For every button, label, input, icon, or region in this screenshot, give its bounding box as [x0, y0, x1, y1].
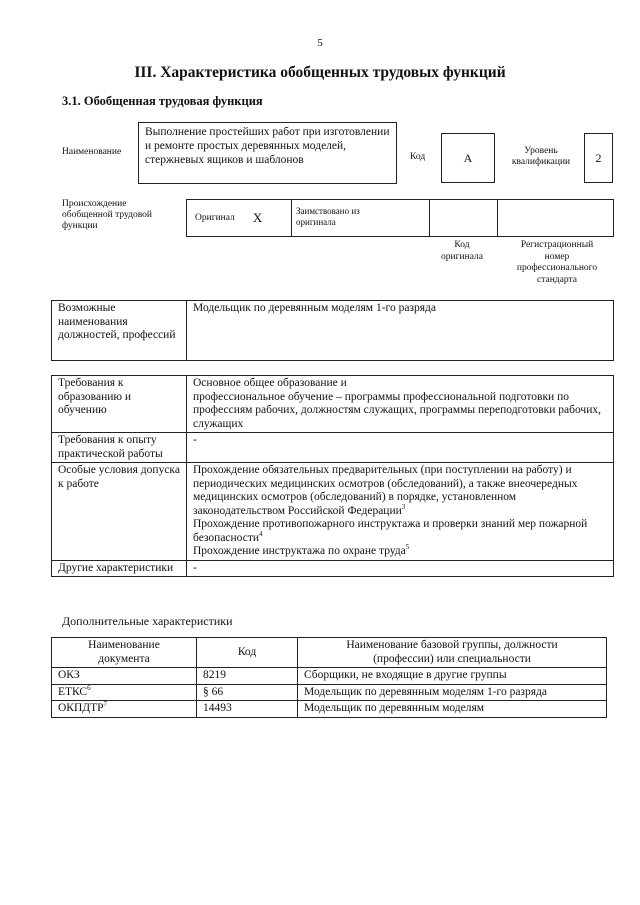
subsection-title: 3.1. Обобщенная трудовая функция [62, 94, 263, 108]
function-name-label: Наименование [62, 147, 122, 157]
level-label: Уровень квалификации [511, 146, 571, 167]
other-value: - [187, 560, 614, 577]
origin-label: Происхождение обобщенной трудовой функции [62, 199, 152, 231]
code-value: А [441, 133, 495, 183]
education-label: Требования к образованию и обучению [52, 376, 187, 433]
footnote-3: 3 [401, 502, 406, 511]
function-name-value: Выполнение простейших работ при изготовлении и ремонте простых деревянных моделей, стержневых ящиков и шаблонов [138, 122, 397, 184]
table-row: ОКПДТР$^7$ 14493 Модельщик по деревянным моделям [52, 701, 607, 718]
additional-title: Дополнительные характеристики [62, 614, 233, 628]
borrowed-label-2: оригинала [296, 217, 336, 227]
registration-number-caption: Регистрационный номер профессионального стандарта [516, 240, 598, 285]
borrowed-cell [292, 200, 430, 236]
conditions-label: Особые условия допуска к работе [52, 463, 187, 561]
original-code-cell [430, 200, 498, 236]
original-mark: X [252, 210, 263, 225]
table-row: ЕТКС$^6$ § 66 Модельщик по деревянным моделям 1-го разряда [52, 684, 607, 701]
registration-number-cell [498, 200, 613, 236]
other-label: Другие характеристики [52, 560, 187, 577]
footnote-5: 5 [405, 543, 410, 552]
original-cell [187, 200, 292, 236]
section-title: III. Характеристика обобщенных трудовых функций [134, 64, 506, 81]
origin-row [186, 199, 614, 237]
table-row: ОКЗ 8219 Сборщики, не входящие в другие группы [52, 668, 607, 685]
positions-table [51, 300, 614, 361]
experience-value: - [187, 433, 614, 463]
education-value: Основное общее образование и профессиональное обучение – программы профессиональной подготовки по профессиям рабочих, должностям служащих, программы переподготовки рабочих, служащих [187, 376, 614, 433]
level-value: 2 [584, 133, 613, 183]
additional-table [51, 637, 607, 718]
col-name: Наименование базовой группы, должности (профессии) или специальности [298, 638, 607, 668]
original-code-caption: Код оригинала [441, 240, 483, 262]
conditions-value: Прохождение обязательных предварительных (при поступлении на работу) и периодических медицинских осмотров (обследований), а также внеочередных медицинских осмотров (обследований) в порядке, установленном законодательством Российской Федерации$^3$ Прохождение противопожарного инструктажа и проверки знаний мер пожарной безопасности$^4$ Прохождение инструктажа по охране труда$^5$ [187, 463, 614, 561]
experience-label: Требования к опыту практической работы [52, 433, 187, 463]
col-document: Наименование документа [52, 638, 197, 668]
footnote-4: 4 [259, 529, 263, 538]
code-label: Код [410, 152, 426, 162]
borrowed-label-1: Заимствовано из [296, 206, 360, 216]
page-number: 5 [317, 37, 323, 49]
col-code: Код [197, 638, 298, 668]
positions-value: Модельщик по деревянным моделям 1-го разряда [187, 301, 614, 361]
positions-label: Возможные наименования должностей, профессий [52, 301, 187, 361]
original-label: Оригинал [195, 213, 235, 223]
requirements-table [51, 375, 614, 577]
